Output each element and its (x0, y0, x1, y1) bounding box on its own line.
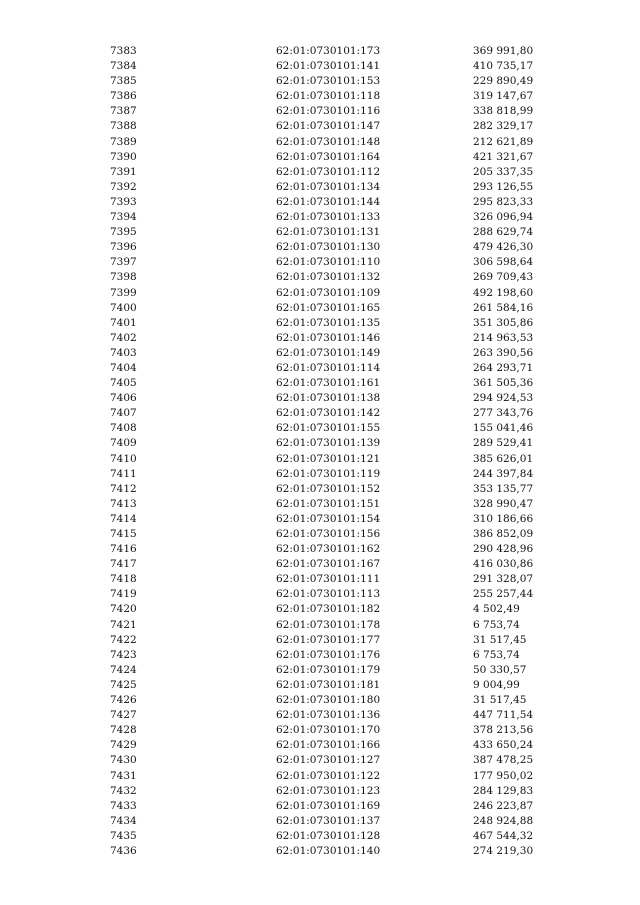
table-row (0, 104, 640, 119)
cadastral-number: 62:01:0730101:139 (276, 437, 381, 450)
table-row (0, 240, 640, 255)
row-number: 7432 (110, 784, 137, 797)
table-row (0, 678, 640, 693)
cadastral-value: 492 198,60 (473, 286, 534, 299)
cadastral-number: 62:01:0730101:167 (276, 558, 381, 571)
row-number: 7393 (110, 195, 137, 208)
row-number: 7425 (110, 678, 137, 691)
row-number: 7429 (110, 739, 137, 752)
cadastral-number: 62:01:0730101:148 (276, 135, 381, 148)
cadastral-value: 9 004,99 (473, 678, 520, 691)
table-row (0, 618, 640, 633)
table-row (0, 119, 640, 134)
table-row (0, 331, 640, 346)
cadastral-value: 295 823,33 (473, 195, 534, 208)
cadastral-number: 62:01:0730101:165 (276, 301, 381, 314)
cadastral-number: 62:01:0730101:118 (276, 90, 381, 103)
row-number: 7399 (110, 286, 137, 299)
table-row (0, 633, 640, 648)
table-row (0, 346, 640, 361)
table-row (0, 59, 640, 74)
table-row (0, 723, 640, 738)
row-number: 7394 (110, 211, 137, 224)
cadastral-value: 261 584,16 (473, 301, 534, 314)
table-row (0, 769, 640, 784)
cadastral-value: 177 950,02 (473, 769, 534, 782)
cadastral-value: 155 041,46 (473, 422, 534, 435)
cadastral-number: 62:01:0730101:153 (276, 75, 381, 88)
table-row (0, 814, 640, 829)
table-row (0, 270, 640, 285)
table-row (0, 406, 640, 421)
cadastral-value: 319 147,67 (473, 90, 534, 103)
cadastral-number: 62:01:0730101:109 (276, 286, 381, 299)
row-number: 7405 (110, 377, 137, 390)
table-row (0, 527, 640, 542)
cadastral-number: 62:01:0730101:170 (276, 724, 381, 737)
cadastral-value: 338 818,99 (473, 105, 534, 118)
cadastral-value: 353 135,77 (473, 482, 534, 495)
table-row (0, 452, 640, 467)
cadastral-number: 62:01:0730101:137 (276, 814, 381, 827)
cadastral-number: 62:01:0730101:110 (276, 256, 381, 269)
cadastral-value: 248 924,88 (473, 814, 534, 827)
table-row (0, 150, 640, 165)
cadastral-number: 62:01:0730101:134 (276, 180, 381, 193)
cadastral-value: 433 650,24 (473, 739, 534, 752)
cadastral-number: 62:01:0730101:176 (276, 648, 381, 661)
cadastral-number: 62:01:0730101:181 (276, 678, 381, 691)
cadastral-value: 387 478,25 (473, 754, 534, 767)
cadastral-number: 62:01:0730101:154 (276, 512, 381, 525)
row-number: 7417 (110, 558, 137, 571)
table-row (0, 799, 640, 814)
cadastral-number: 62:01:0730101:164 (276, 150, 381, 163)
cadastral-number: 62:01:0730101:116 (276, 105, 381, 118)
table-row (0, 467, 640, 482)
table-row (0, 784, 640, 799)
row-number: 7396 (110, 241, 137, 254)
row-number: 7385 (110, 75, 137, 88)
row-number: 7424 (110, 663, 137, 676)
cadastral-number: 62:01:0730101:111 (276, 573, 381, 586)
cadastral-value: 328 990,47 (473, 497, 534, 510)
row-number: 7419 (110, 588, 137, 601)
table-row (0, 210, 640, 225)
row-number: 7415 (110, 528, 137, 540)
cadastral-number: 62:01:0730101:130 (276, 241, 381, 254)
row-number: 7400 (110, 301, 137, 314)
table-row (0, 482, 640, 497)
table-row (0, 391, 640, 406)
cadastral-value: 277 343,76 (473, 407, 534, 420)
cadastral-number: 62:01:0730101:179 (276, 663, 381, 676)
row-number: 7383 (110, 45, 137, 57)
cadastral-value: 369 991,80 (473, 45, 534, 57)
cadastral-number: 62:01:0730101:122 (276, 769, 381, 782)
row-number: 7392 (110, 180, 137, 193)
cadastral-number: 62:01:0730101:178 (276, 618, 381, 631)
cadastral-value: 293 126,55 (473, 180, 534, 193)
cadastral-value: 212 621,89 (473, 135, 534, 148)
cadastral-value: 31 517,45 (473, 694, 527, 707)
cadastral-number: 62:01:0730101:128 (276, 829, 381, 842)
table-row (0, 829, 640, 844)
table-row (0, 376, 640, 391)
row-number: 7387 (110, 105, 137, 118)
table-row (0, 89, 640, 104)
row-number: 7408 (110, 422, 137, 435)
row-number: 7410 (110, 452, 137, 465)
cadastral-value: 290 428,96 (473, 543, 534, 556)
cadastral-number: 62:01:0730101:144 (276, 195, 381, 208)
row-number: 7403 (110, 346, 137, 359)
cadastral-number: 62:01:0730101:155 (276, 422, 381, 435)
cadastral-number: 62:01:0730101:131 (276, 226, 381, 239)
table-row (0, 195, 640, 210)
cadastral-number: 62:01:0730101:123 (276, 784, 381, 797)
row-number: 7411 (110, 467, 137, 480)
cadastral-value: 291 328,07 (473, 573, 534, 586)
cadastral-number: 62:01:0730101:146 (276, 331, 381, 344)
table-row (0, 44, 640, 59)
cadastral-value: 306 598,64 (473, 256, 534, 269)
cadastral-number: 62:01:0730101:133 (276, 211, 381, 224)
cadastral-value: 4 502,49 (473, 603, 520, 616)
row-number: 7397 (110, 256, 137, 269)
cadastral-value: 310 186,66 (473, 512, 534, 525)
row-number: 7413 (110, 497, 137, 510)
data-table (0, 44, 640, 859)
table-row (0, 844, 640, 859)
row-number: 7384 (110, 60, 137, 73)
row-number: 7436 (110, 844, 137, 857)
row-number: 7421 (110, 618, 137, 631)
row-number: 7386 (110, 90, 137, 103)
cadastral-number: 62:01:0730101:121 (276, 452, 381, 465)
cadastral-value: 31 517,45 (473, 633, 527, 646)
row-number: 7434 (110, 814, 137, 827)
row-number: 7401 (110, 316, 137, 329)
table-row (0, 738, 640, 753)
table-row (0, 436, 640, 451)
row-number: 7428 (110, 724, 137, 737)
row-number: 7409 (110, 437, 137, 450)
cadastral-value: 385 626,01 (473, 452, 534, 465)
row-number: 7420 (110, 603, 137, 616)
cadastral-value: 282 329,17 (473, 120, 534, 133)
cadastral-number: 62:01:0730101:136 (276, 709, 381, 722)
table-row (0, 602, 640, 617)
row-number: 7398 (110, 271, 137, 284)
cadastral-number: 62:01:0730101:114 (276, 361, 381, 374)
row-number: 7430 (110, 754, 137, 767)
cadastral-value: 6 753,74 (473, 618, 520, 631)
table-row (0, 286, 640, 301)
cadastral-value: 361 505,36 (473, 377, 534, 390)
table-row (0, 663, 640, 678)
table-row (0, 74, 640, 89)
cadastral-value: 467 544,32 (473, 829, 534, 842)
row-number: 7391 (110, 165, 137, 178)
cadastral-value: 479 426,30 (473, 241, 534, 254)
table-row (0, 587, 640, 602)
cadastral-number: 62:01:0730101:156 (276, 528, 381, 540)
row-number: 7402 (110, 331, 137, 344)
row-number: 7407 (110, 407, 137, 420)
row-number: 7422 (110, 633, 137, 646)
cadastral-number: 62:01:0730101:127 (276, 754, 381, 767)
cadastral-number: 62:01:0730101:113 (276, 588, 381, 601)
row-number: 7404 (110, 361, 137, 374)
row-number: 7426 (110, 694, 137, 707)
cadastral-number: 62:01:0730101:147 (276, 120, 381, 133)
table-row (0, 255, 640, 270)
cadastral-value: 214 963,53 (473, 331, 534, 344)
row-number: 7435 (110, 829, 137, 842)
cadastral-value: 229 890,49 (473, 75, 534, 88)
table-row (0, 225, 640, 240)
table-row (0, 512, 640, 527)
cadastral-number: 62:01:0730101:132 (276, 271, 381, 284)
cadastral-value: 410 735,17 (473, 60, 534, 73)
cadastral-value: 447 711,54 (473, 709, 534, 722)
cadastral-number: 62:01:0730101:112 (276, 165, 381, 178)
cadastral-value: 264 293,71 (473, 361, 534, 374)
cadastral-value: 263 390,56 (473, 346, 534, 359)
table-row (0, 421, 640, 436)
cadastral-value: 416 030,86 (473, 558, 534, 571)
cadastral-number: 62:01:0730101:162 (276, 543, 381, 556)
cadastral-value: 246 223,87 (473, 799, 534, 812)
cadastral-number: 62:01:0730101:169 (276, 799, 381, 812)
row-number: 7433 (110, 799, 137, 812)
cadastral-value: 255 257,44 (473, 588, 534, 601)
cadastral-value: 386 852,09 (473, 528, 534, 540)
cadastral-number: 62:01:0730101:140 (276, 844, 381, 857)
cadastral-value: 421 321,67 (473, 150, 534, 163)
cadastral-value: 244 397,84 (473, 467, 534, 480)
cadastral-value: 378 213,56 (473, 724, 534, 737)
cadastral-value: 274 219,30 (473, 844, 534, 857)
row-number: 7389 (110, 135, 137, 148)
row-number: 7427 (110, 709, 137, 722)
cadastral-number: 62:01:0730101:182 (276, 603, 381, 616)
cadastral-value: 289 529,41 (473, 437, 534, 450)
cadastral-value: 294 924,53 (473, 392, 534, 405)
table-row (0, 708, 640, 723)
cadastral-value: 269 709,43 (473, 271, 534, 284)
table-row (0, 361, 640, 376)
row-number: 7395 (110, 226, 137, 239)
cadastral-number: 62:01:0730101:180 (276, 694, 381, 707)
cadastral-number: 62:01:0730101:119 (276, 467, 381, 480)
table-row (0, 497, 640, 512)
cadastral-number: 62:01:0730101:151 (276, 497, 381, 510)
cadastral-value: 351 305,86 (473, 316, 534, 329)
cadastral-value: 205 337,35 (473, 165, 534, 178)
cadastral-number: 62:01:0730101:138 (276, 392, 381, 405)
row-number: 7414 (110, 512, 137, 525)
row-number: 7390 (110, 150, 137, 163)
table-row (0, 753, 640, 768)
cadastral-number: 62:01:0730101:149 (276, 346, 381, 359)
cadastral-number: 62:01:0730101:141 (276, 60, 381, 73)
row-number: 7418 (110, 573, 137, 586)
table-row (0, 316, 640, 331)
row-number: 7431 (110, 769, 137, 782)
table-row (0, 542, 640, 557)
cadastral-value: 326 096,94 (473, 211, 534, 224)
cadastral-number: 62:01:0730101:166 (276, 739, 381, 752)
cadastral-number: 62:01:0730101:142 (276, 407, 381, 420)
table-row (0, 165, 640, 180)
cadastral-number: 62:01:0730101:135 (276, 316, 381, 329)
table-row (0, 557, 640, 572)
cadastral-value: 288 629,74 (473, 226, 534, 239)
table-row (0, 572, 640, 587)
row-number: 7412 (110, 482, 137, 495)
cadastral-number: 62:01:0730101:161 (276, 377, 381, 390)
cadastral-value: 284 129,83 (473, 784, 534, 797)
table-row (0, 693, 640, 708)
table-row (0, 180, 640, 195)
cadastral-value: 6 753,74 (473, 648, 520, 661)
table-row (0, 301, 640, 316)
cadastral-number: 62:01:0730101:173 (276, 45, 381, 57)
row-number: 7406 (110, 392, 137, 405)
row-number: 7423 (110, 648, 137, 661)
row-number: 7416 (110, 543, 137, 556)
cadastral-number: 62:01:0730101:152 (276, 482, 381, 495)
cadastral-value: 50 330,57 (473, 663, 527, 676)
row-number: 7388 (110, 120, 137, 133)
table-row (0, 648, 640, 663)
table-row (0, 135, 640, 150)
cadastral-number: 62:01:0730101:177 (276, 633, 381, 646)
